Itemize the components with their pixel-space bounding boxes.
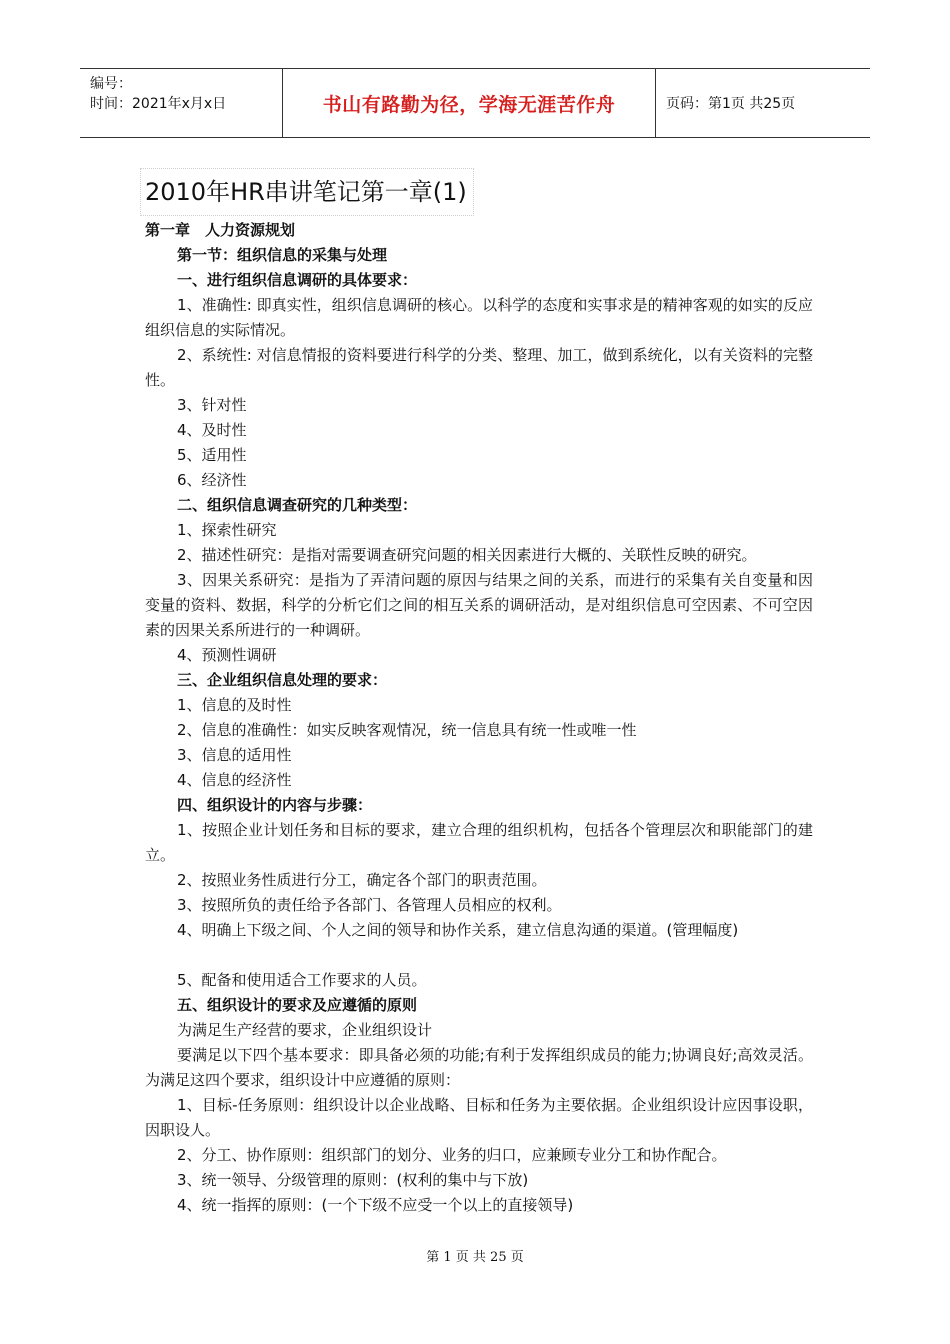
list-item: 2、信息的准确性：如实反映客观情况，统一信息具有统一性或唯一性: [177, 721, 637, 739]
list-item: 4、统一指挥的原则：(一个下级不应受一个以上的直接领导): [177, 1196, 574, 1214]
list-item: 1、信息的及时性: [177, 696, 292, 714]
header-page-info: 页码：第1页 共25页: [666, 96, 796, 112]
subsection-heading: 三、企业组织信息处理的要求：: [177, 671, 388, 689]
list-item: 4、信息的经济性: [177, 771, 292, 789]
document-body: [145, 218, 813, 1218]
subsection-heading: 四、组织设计的内容与步骤：: [177, 796, 373, 814]
page-footer: 第 1 页 共 25 页: [426, 1250, 524, 1265]
list-item: 2、按照业务性质进行分工，确定各个部门的职责范围。: [177, 871, 547, 889]
document-title: 2010年HR串讲笔记第一章(1): [140, 168, 474, 216]
list-item: 6、经济性: [177, 471, 247, 489]
list-item: 1、探索性研究: [177, 521, 277, 539]
paragraph: 1、目标-任务原则：组织设计以企业战略、目标和任务为主要依据。企业组织设计应因事设职，因职设人。: [145, 1096, 813, 1139]
list-item: 4、及时性: [177, 421, 247, 439]
list-item: 3、按照所负的责任给予各部门、各管理人员相应的权利。: [177, 896, 562, 914]
header-right-cell: [656, 69, 870, 137]
paragraph: 1、准确性: 即真实性，组织信息调研的核心。以科学的态度和实事求是的精神客观的如实的反应组织信息的实际情况。: [145, 296, 813, 339]
header-left-cell: [80, 69, 283, 137]
subsection-heading: 二、组织信息调查研究的几种类型：: [177, 496, 418, 514]
paragraph: 为满足生产经营的要求，企业组织设计: [177, 1021, 433, 1039]
page-header: [80, 68, 870, 138]
paragraph: 1、按照企业计划任务和目标的要求，建立合理的组织机构，包括各个管理层次和职能部门的建立。: [145, 821, 813, 864]
list-item: 3、信息的适用性: [177, 746, 292, 764]
subsection-heading: 五、组织设计的要求及应遵循的原则: [177, 996, 418, 1014]
list-item: 5、配备和使用适合工作要求的人员。: [177, 971, 427, 989]
list-item: 5、适用性: [177, 446, 247, 464]
paragraph: 要满足以下四个基本要求：即具备必须的功能;有利于发挥组织成员的能力;协调良好;高效灵活。为满足这四个要求，组织设计中应遵循的原则：: [145, 1046, 813, 1089]
paragraph: 2、描述性研究：是指对需要调查研究问题的相关因素进行大概的、关联性反映的研究。: [177, 546, 757, 564]
list-item: 3、统一领导、分级管理的原则：(权利的集中与下放): [177, 1171, 529, 1189]
list-item: 4、明确上下级之间、个人之间的领导和协作关系，建立信息沟通的渠道。(管理幅度): [177, 921, 739, 939]
paragraph: 2、系统性: 对信息情报的资料要进行科学的分类、整理、加工，做到系统化，以有关资料的完整性。: [145, 346, 813, 389]
document-number-label: 编号：: [90, 76, 132, 92]
list-item: 4、预测性调研: [177, 646, 277, 664]
section-heading: 第一节：组织信息的采集与处理: [177, 246, 388, 264]
header-motto: 书山有路勤为径，学海无涯苦作舟: [322, 93, 616, 116]
paragraph: 3、因果关系研究：是指为了弄清问题的原因与结果之间的关系，而进行的采集有关自变量和因变量的资料、数据，科学的分析它们之间的相互关系的调研活动，是对组织信息可空因素、不可空因素的因果关系所进行的一种调研。: [145, 571, 813, 639]
blank-line: [145, 943, 813, 968]
chapter-heading: 第一章 人力资源规划: [145, 221, 296, 239]
list-item: 2、分工、协作原则：组织部门的划分、业务的归口，应兼顾专业分工和协作配合。: [177, 1146, 727, 1164]
document-date: 时间：2021年x月x日: [90, 96, 227, 112]
list-item: 3、针对性: [177, 396, 247, 414]
subsection-heading: 一、进行组织信息调研的具体要求：: [177, 271, 418, 289]
header-middle-cell: [283, 69, 656, 137]
